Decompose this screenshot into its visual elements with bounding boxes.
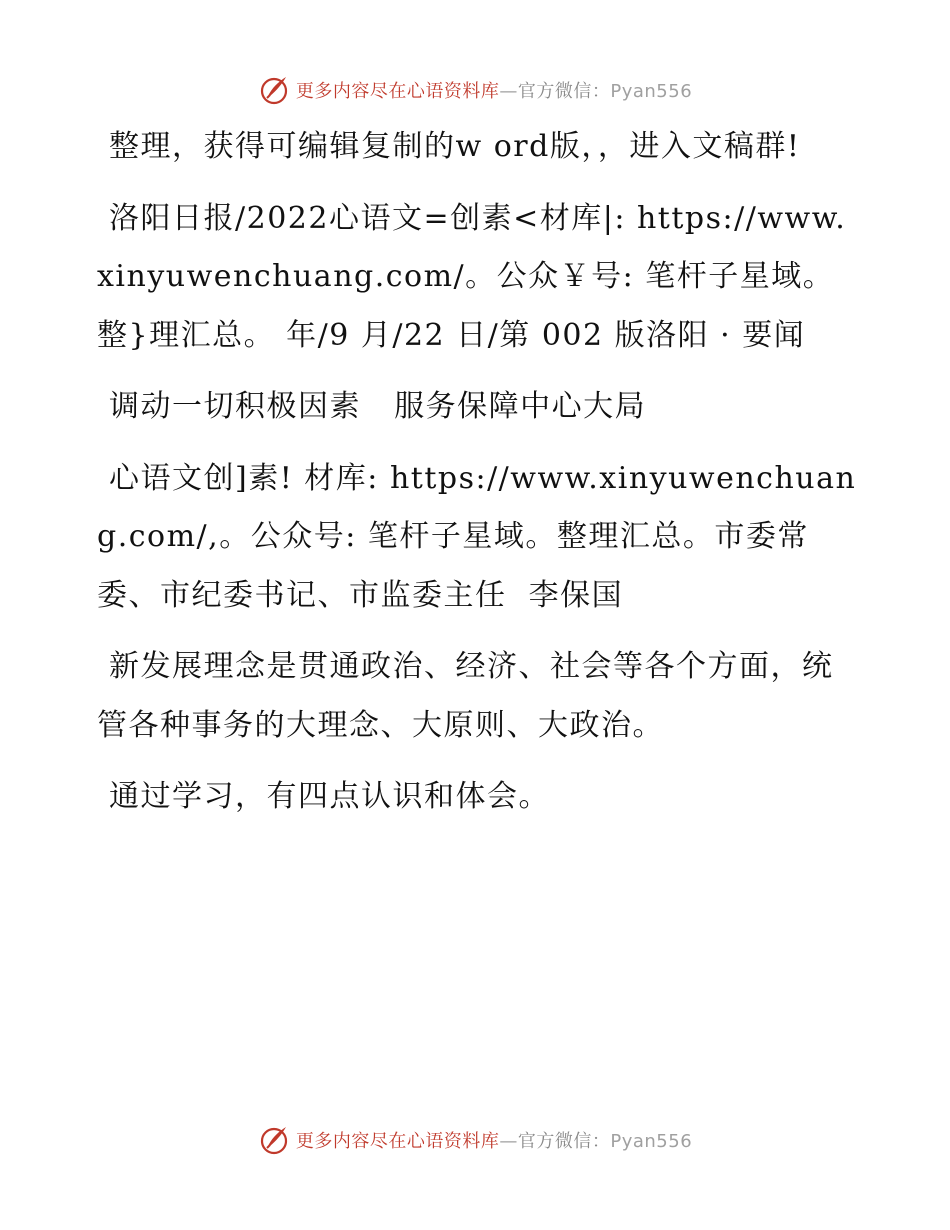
- document-body: [97, 118, 857, 840]
- quill-pen-logo-icon: [258, 1124, 290, 1156]
- paragraph: 心语文创]素! 材库: https://www.xinyuwenchuang.com/,。公众号: 笔杆子星域。整理汇总。市委常委、市纪委书记、市监委主任 李保国: [97, 460, 857, 613]
- quill-pen-logo-icon: [258, 74, 290, 106]
- paragraph: 新发展理念是贯通政治、经济、社会等各个方面，统管各种事务的大理念、大原则、大政治。: [97, 649, 834, 743]
- footer-banner: [0, 1120, 950, 1160]
- paragraph: 整理，获得可编辑复制的w ord版，，进入文稿群!: [109, 129, 801, 164]
- header-banner: [0, 70, 950, 110]
- banner-text: 更多内容尽在心语资料库—官方微信：Pyan556: [295, 81, 693, 102]
- paragraph: 通过学习，有四点认识和体会。: [109, 779, 550, 814]
- paragraph: 调动一切积极因素 服务保障中心大局: [109, 389, 647, 424]
- paragraph: 洛阳日报/2022心语文=创素<材库|: https://www.xinyuwenchuang.com/。公众￥号: 笔杆子星域。整}理汇总。 年/9 月/22 日/第 002 版洛阳 · 要闻: [97, 200, 847, 353]
- banner-text: 更多内容尽在心语资料库—官方微信：Pyan556: [295, 1131, 693, 1152]
